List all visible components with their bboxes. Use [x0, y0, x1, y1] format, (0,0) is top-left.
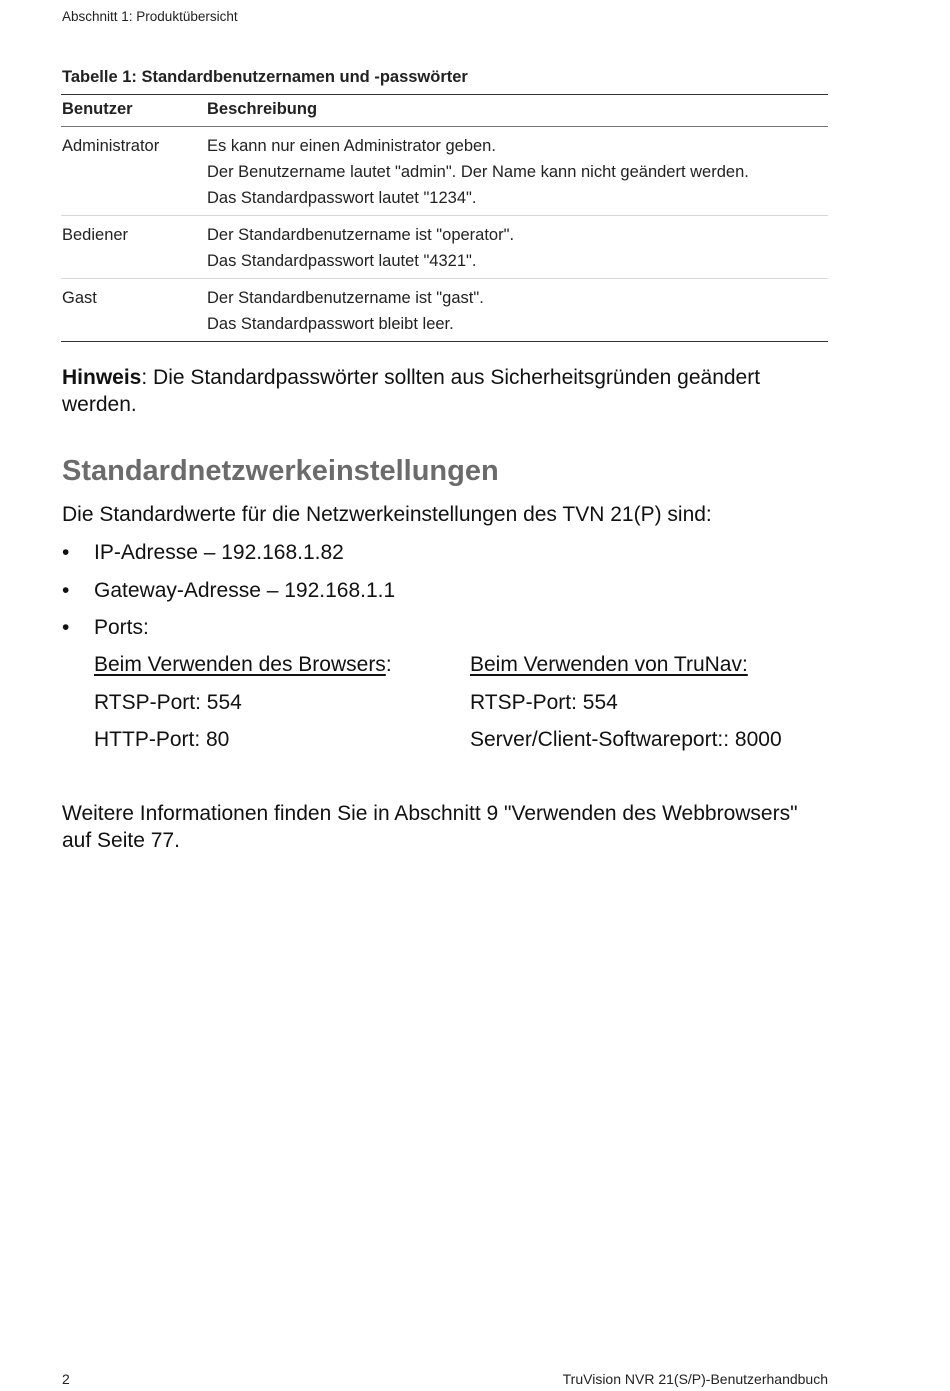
browser-ports-heading: Beim Verwenden des Browsers: [94, 653, 392, 676]
column-header-description: Beschreibung [206, 95, 828, 127]
list-item [62, 578, 395, 616]
description-line: Das Standardpasswort bleibt leer. [207, 315, 454, 333]
description-cell [206, 279, 828, 342]
section-intro: Die Standardwerte für die Netzwerkeinstellungen des TVN 21(P) sind: [62, 503, 712, 526]
ports-heading-row [94, 652, 854, 690]
bullet-icon: • [62, 616, 70, 639]
browser-rtsp-port: RTSP-Port: 554 [94, 690, 242, 714]
list-item-text: IP-Adresse – 192.168.1.82 [94, 541, 344, 564]
user-name-cell: Administrator [62, 137, 160, 155]
table-header-row [61, 95, 828, 127]
trunav-ports-heading: Beim Verwenden von TruNav: [470, 653, 748, 676]
trunav-rtsp-port: RTSP-Port: 554 [470, 690, 618, 714]
user-name-cell: Bediener [62, 226, 129, 244]
note-label: Hinweis [62, 366, 142, 389]
description-cell [206, 216, 828, 279]
note-text: : Die Standardpasswörter sollten aus Sicherheitsgründen geändert werden. [62, 366, 761, 416]
default-users-table [61, 94, 828, 342]
running-header: Abschnitt 1: Produktübersicht [62, 9, 238, 24]
table-row [61, 216, 828, 279]
bullet-icon: • [62, 541, 70, 564]
table-row [61, 279, 828, 342]
list-item-text: Ports: [94, 616, 149, 639]
browser-http-port: HTTP-Port: 80 [94, 728, 230, 751]
description-line: Der Benutzername lautet "admin". Der Name kann nicht geändert werden. [207, 163, 749, 181]
list-item [62, 615, 395, 653]
description-line: Der Standardbenutzername ist "gast". [207, 289, 484, 307]
list-item-text: Gateway-Adresse – 192.168.1.1 [94, 578, 396, 602]
table-row [61, 127, 828, 216]
description-line: Das Standardpasswort lautet "4321". [207, 252, 477, 270]
ports-table [94, 652, 854, 765]
page-number: 2 [62, 1371, 70, 1387]
ports-row [94, 727, 854, 765]
ports-row [94, 690, 854, 728]
network-settings-list [62, 540, 395, 653]
running-footer: TruVision NVR 21(S/P)-Benutzerhandbuch [562, 1371, 828, 1387]
bullet-icon: • [62, 578, 70, 602]
description-cell [206, 127, 828, 216]
table-caption: Tabelle 1: Standardbenutzernamen und -passwörter [62, 68, 468, 86]
more-info-paragraph: Weitere Informationen finden Sie in Abschnitt 9 "Verwenden des Webbrowsers" auf Seite 77. [62, 802, 798, 852]
description-line: Es kann nur einen Administrator geben. [207, 137, 496, 155]
user-name-cell: Gast [62, 289, 97, 307]
description-line: Der Standardbenutzername ist "operator". [207, 226, 515, 244]
description-line: Das Standardpasswort lautet "1234". [207, 189, 477, 207]
trunav-server-port: Server/Client-Softwareport:: 8000 [470, 728, 782, 751]
security-note [62, 364, 822, 418]
list-item [62, 540, 395, 578]
column-header-user: Benutzer [61, 95, 206, 127]
section-heading: Standardnetzwerkeinstellungen [62, 455, 499, 487]
